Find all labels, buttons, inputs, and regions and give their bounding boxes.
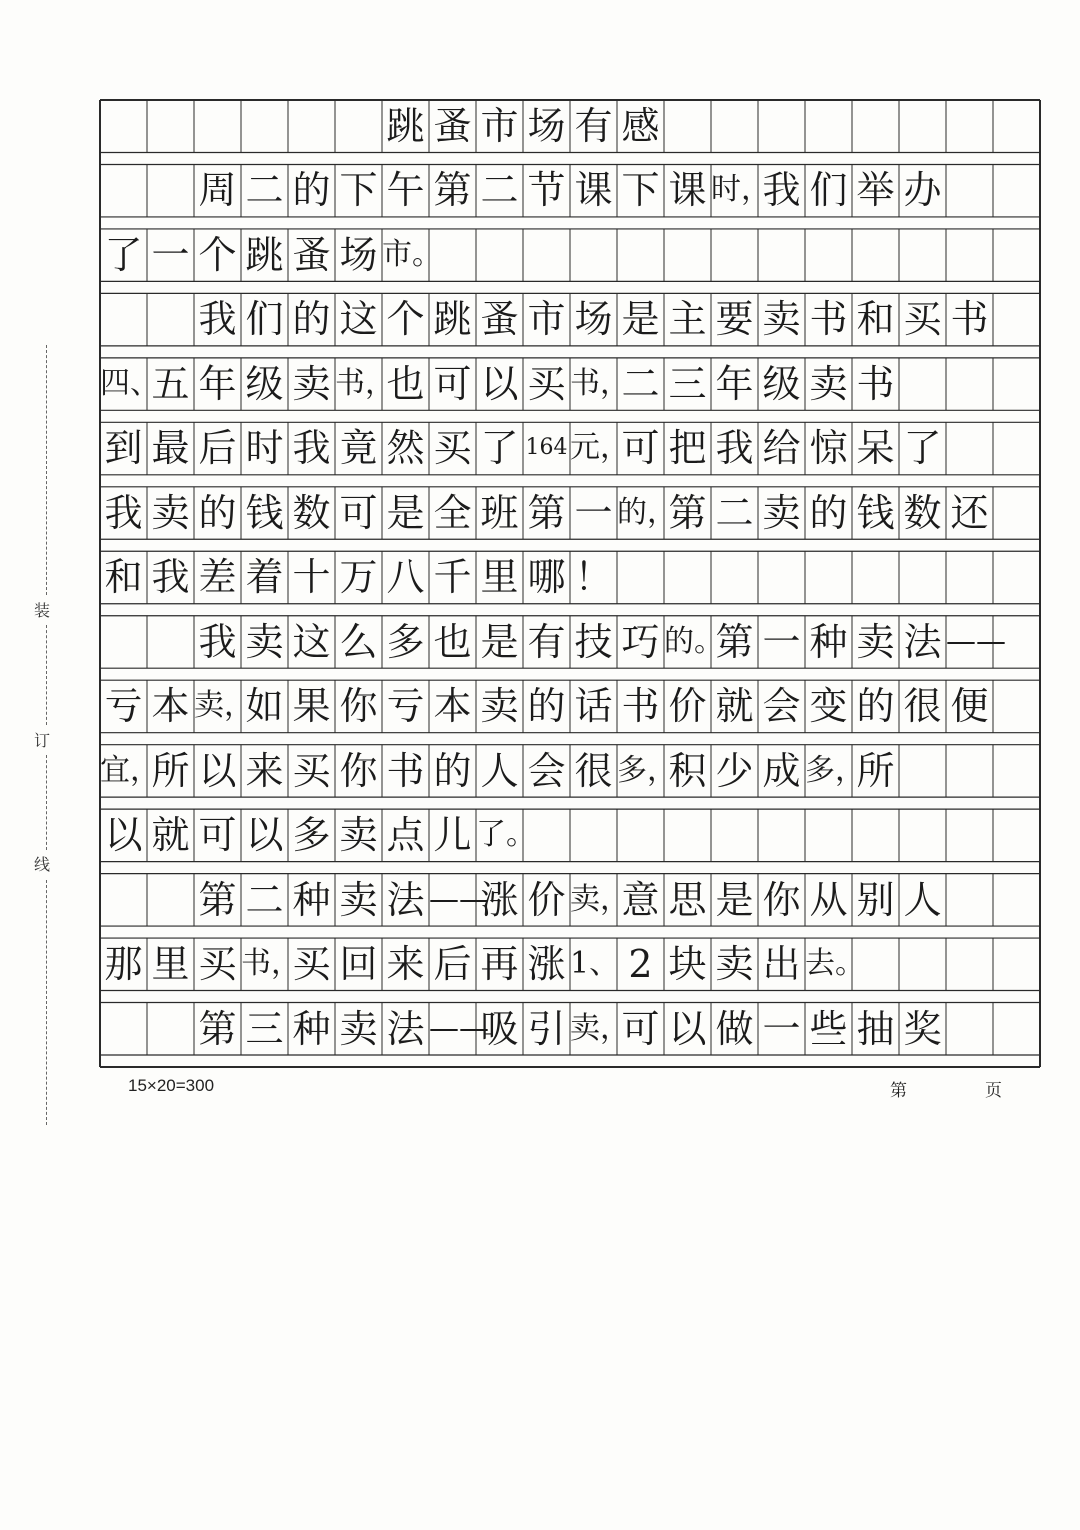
- essay-char: 卖，: [194, 688, 254, 724]
- essay-char: 买: [433, 426, 472, 471]
- essay-char: 还: [950, 490, 989, 535]
- essay-char: 买: [292, 748, 331, 793]
- essay-char: 我: [198, 619, 237, 664]
- essay-char: 书，: [335, 365, 395, 401]
- essay-char: 一: [151, 232, 190, 277]
- essay-char: 以: [668, 1006, 707, 1051]
- essay-char: 跳: [386, 104, 425, 148]
- essay-char: 价: [668, 684, 707, 729]
- essay-char: 就: [715, 684, 754, 729]
- binding-label-ding: 订: [34, 731, 51, 750]
- essay-char: 呆: [856, 426, 895, 471]
- essay-char: 了。: [476, 817, 536, 853]
- essay-char: 巧: [621, 619, 660, 664]
- essay-char: 吸: [480, 1006, 519, 1051]
- essay-char: 以: [198, 748, 237, 793]
- essay-char: 书: [950, 297, 989, 342]
- essay-char: 卖: [762, 490, 801, 535]
- essay-char: 我: [104, 490, 143, 535]
- essay-char: 如: [245, 684, 284, 729]
- essay-char: 全: [433, 490, 472, 535]
- essay-char: 种: [292, 1006, 331, 1051]
- essay-char: 数: [903, 490, 942, 535]
- essay-char: 些: [809, 1006, 848, 1051]
- essay-char: 卖: [339, 1006, 378, 1051]
- essay-char: 二: [715, 490, 754, 535]
- binding-dash-line: [46, 345, 47, 595]
- essay-char: 卖: [715, 942, 754, 987]
- essay-char: 后: [198, 426, 237, 471]
- essay-char: 多，: [805, 752, 865, 788]
- essay-char: 了: [104, 232, 143, 277]
- essay-char: 十: [292, 555, 331, 600]
- essay-char: 跳: [245, 232, 284, 277]
- essay-char: 做: [715, 1006, 754, 1051]
- essay-char: 下: [621, 168, 660, 213]
- essay-char: 积: [668, 748, 707, 793]
- essay-char: 千: [433, 555, 472, 600]
- essay-char: 那: [104, 942, 143, 987]
- essay-char: 人: [480, 748, 519, 793]
- essay-char: 书，: [241, 946, 301, 982]
- essay-char: 奖: [903, 1006, 942, 1051]
- essay-char: 这: [339, 297, 378, 342]
- essay-char: 第: [198, 877, 237, 922]
- essay-char: 第: [715, 619, 754, 664]
- essay-char: 卖: [292, 361, 331, 406]
- essay-char: 感: [621, 104, 660, 148]
- essay-char: 来: [245, 748, 284, 793]
- essay-char: 着: [245, 555, 284, 600]
- essay-char: 竟: [339, 426, 378, 471]
- essay-char: 卖: [809, 361, 848, 406]
- essay-char: 三: [245, 1006, 284, 1051]
- essay-char: 可: [198, 813, 237, 858]
- essay-char: 四、: [100, 365, 160, 401]
- essay-char: 的: [198, 490, 237, 535]
- essay-char: 到: [104, 426, 143, 471]
- essay-char: 的。: [664, 623, 724, 659]
- essay-char: 午: [386, 168, 425, 213]
- essay-char: 一: [762, 619, 801, 664]
- essay-char: 里: [151, 942, 190, 987]
- essay-char: 场: [527, 104, 566, 148]
- essay-char: 这: [292, 619, 331, 664]
- essay-char: 们: [809, 168, 848, 213]
- binding-label-zhuang: 装: [34, 601, 51, 620]
- essay-char: 所: [151, 748, 190, 793]
- essay-char: 八: [386, 555, 425, 600]
- essay-char: 本: [151, 684, 190, 729]
- essay-char: 场: [339, 232, 378, 277]
- essay-char: 我: [151, 555, 190, 600]
- essay-char: 买: [198, 942, 237, 987]
- essay-char: 班: [480, 490, 519, 535]
- essay-char: 周: [198, 168, 237, 213]
- essay-char: 了: [903, 426, 942, 471]
- essay-char: 二: [245, 877, 284, 922]
- essay-char: 再: [480, 942, 519, 987]
- essay-char: 是: [480, 619, 519, 664]
- essay-char: 办: [903, 168, 942, 213]
- essay-char: 第: [198, 1006, 237, 1051]
- essay-char: 万: [339, 555, 378, 600]
- essay-char: 法: [903, 619, 942, 664]
- essay-char: 可: [433, 361, 472, 406]
- essay-char: 儿: [433, 813, 472, 858]
- essay-char: 要: [715, 297, 754, 342]
- page-prefix-label: 第: [890, 1081, 907, 1100]
- essay-char: 很: [903, 684, 942, 729]
- essay-char: 节: [527, 168, 566, 213]
- essay-char: 然: [386, 426, 425, 471]
- page-suffix-label: 页: [985, 1081, 1002, 1100]
- essay-char: 买: [903, 297, 942, 342]
- essay-char: ！: [574, 555, 613, 600]
- essay-char: 涨: [480, 877, 519, 922]
- binding-label-xian: 线: [34, 855, 51, 874]
- essay-char: 你: [339, 684, 378, 729]
- essay-char: 卖: [762, 297, 801, 342]
- essay-char: 把: [668, 426, 707, 471]
- essay-char: 法: [386, 877, 425, 922]
- essay-char: 的: [292, 297, 331, 342]
- essay-char: 蚤: [433, 104, 472, 148]
- essay-char: 数: [292, 490, 331, 535]
- binding-dash-line: [46, 880, 47, 1125]
- essay-char: 有: [574, 104, 613, 148]
- essay-char: 你: [339, 748, 378, 793]
- essay-char: 卖: [151, 490, 190, 535]
- essay-char: 跳: [433, 297, 472, 342]
- essay-char: 出: [762, 942, 801, 987]
- essay-char: 会: [527, 748, 566, 793]
- essay-char: 市: [480, 104, 519, 148]
- essay-char: 三: [668, 361, 707, 406]
- essay-char: 多: [292, 813, 331, 858]
- essay-char: 思: [668, 877, 707, 922]
- essay-char: 我: [762, 168, 801, 213]
- essay-char: 涨: [527, 942, 566, 987]
- essay-char: 我: [292, 426, 331, 471]
- essay-char: 一: [762, 1006, 801, 1051]
- essay-char: 很: [574, 748, 613, 793]
- essay-char: 就: [151, 813, 190, 858]
- essay-char: 买: [292, 942, 331, 987]
- essay-char: 卖: [339, 813, 378, 858]
- essay-char: 元，: [570, 430, 630, 466]
- essay-char: 举: [856, 168, 895, 213]
- essay-char: 多: [386, 619, 425, 664]
- essay-char: 引: [527, 1006, 566, 1051]
- essay-char: 技: [574, 619, 613, 664]
- essay-char: 本: [433, 684, 472, 729]
- essay-char: 最: [151, 426, 190, 471]
- essay-char: 的: [292, 168, 331, 213]
- binding-dash-line: [46, 755, 47, 850]
- binding-dash-line: [46, 625, 47, 725]
- essay-char: 们: [245, 297, 284, 342]
- essay-char: 意: [621, 877, 660, 922]
- essay-char: 卖: [245, 619, 284, 664]
- essay-char: 买: [527, 361, 566, 406]
- essay-char: 可: [621, 1006, 660, 1051]
- essay-char: 少: [715, 748, 754, 793]
- essay-char: 法: [386, 1006, 425, 1051]
- essay-char: 第: [527, 490, 566, 535]
- essay-char: 我: [715, 426, 754, 471]
- essay-char: 的，: [617, 494, 677, 530]
- essay-char: 卖: [339, 877, 378, 922]
- essay-char: 的: [527, 684, 566, 729]
- essay-char: 抽: [856, 1006, 895, 1051]
- essay-char: 卖: [856, 619, 895, 664]
- essay-char: 也: [386, 361, 425, 406]
- essay-char: 可: [621, 426, 660, 471]
- essay-char: 1、: [570, 946, 620, 982]
- essay-char: 年: [715, 361, 754, 406]
- essay-char: 别: [856, 877, 895, 922]
- essay-char: 可: [339, 490, 378, 535]
- essay-char: 课: [668, 168, 707, 213]
- essay-char: 是: [386, 490, 425, 535]
- essay-char: 二: [245, 168, 284, 213]
- essay-char: 主: [668, 297, 707, 342]
- essay-char: 的: [809, 490, 848, 535]
- essay-char: 下: [339, 168, 378, 213]
- essay-char: 2: [628, 942, 653, 987]
- essay-char: 也: [433, 619, 472, 664]
- essay-char: 宜，: [100, 752, 160, 788]
- essay-char: 书，: [570, 365, 630, 401]
- essay-char: 卖: [480, 684, 519, 729]
- essay-char: 回: [339, 942, 378, 987]
- essay-char: 书: [621, 684, 660, 729]
- essay-char: 一: [574, 490, 613, 535]
- essay-char: 所: [856, 748, 895, 793]
- essay-char: 成: [762, 748, 801, 793]
- essay-char: 书: [809, 297, 848, 342]
- essay-char: ——: [429, 1010, 489, 1046]
- essay-char: 便: [950, 684, 989, 729]
- essay-char: 亏: [386, 684, 425, 729]
- essay-char: 164: [525, 435, 568, 461]
- essay-char: 从: [809, 877, 848, 922]
- essay-char: 点: [386, 813, 425, 858]
- essay-char: 来: [386, 942, 425, 987]
- essay-char: 多，: [617, 752, 677, 788]
- essay-char: 场: [574, 297, 613, 342]
- essay-char: 钱: [856, 490, 895, 535]
- essay-char: 是: [621, 297, 660, 342]
- essay-char: 有: [527, 619, 566, 664]
- essay-char: 和: [856, 297, 895, 342]
- essay-char: 个: [386, 297, 425, 342]
- essay-char: 市: [527, 297, 566, 342]
- essay-char: 种: [292, 877, 331, 922]
- essay-char: 块: [668, 942, 707, 987]
- essay-char: 是: [715, 877, 754, 922]
- essay-char: 会: [762, 684, 801, 729]
- essay-char: 差: [198, 555, 237, 600]
- essay-char: 书: [856, 361, 895, 406]
- essay-char: 卖，: [570, 881, 630, 917]
- essay-char: 以: [245, 813, 284, 858]
- essay-char: 个: [198, 232, 237, 277]
- essay-char: 卖，: [570, 1010, 630, 1046]
- essay-char: 的: [856, 684, 895, 729]
- essay-char: ——: [429, 881, 489, 917]
- essay-char: 后: [433, 942, 472, 987]
- essay-char: ——: [946, 623, 1006, 659]
- essay-char: 去。: [805, 946, 865, 982]
- essay-char: 级: [762, 361, 801, 406]
- essay-char: 给: [762, 426, 801, 471]
- essay-char: 人: [903, 877, 942, 922]
- essay-char: 我: [198, 297, 237, 342]
- essay-char: 蚤: [480, 297, 519, 342]
- essay-char: 惊: [809, 426, 848, 471]
- essay-char: 第: [668, 490, 707, 535]
- essay-char: 五: [151, 361, 190, 406]
- essay-char: 哪: [527, 555, 566, 600]
- essay-char: 果: [292, 684, 331, 729]
- essay-char: 时: [245, 426, 284, 471]
- essay-char: 么: [339, 619, 378, 664]
- essay-char: 第: [433, 168, 472, 213]
- essay-char: 你: [762, 877, 801, 922]
- essay-char: 和: [104, 555, 143, 600]
- essay-char: 价: [527, 877, 566, 922]
- essay-char: 书: [386, 748, 425, 793]
- essay-char: 时，: [711, 172, 771, 208]
- essay-char: 市。: [382, 236, 442, 272]
- essay-char: 种: [809, 619, 848, 664]
- essay-char: 二: [480, 168, 519, 213]
- essay-char: 钱: [245, 490, 284, 535]
- grid-spec-label: 15×20=300: [128, 1076, 215, 1095]
- essay-char: 课: [574, 168, 613, 213]
- essay-char: 蚤: [292, 232, 331, 277]
- essay-char: 以: [480, 361, 519, 406]
- essay-char: 变: [809, 684, 848, 729]
- essay-char: 里: [480, 555, 519, 600]
- essay-char: 亏: [104, 684, 143, 729]
- essay-char: 年: [198, 361, 237, 406]
- essay-char: 以: [104, 813, 143, 858]
- essay-char: 的: [433, 748, 472, 793]
- essay-char: 级: [245, 361, 284, 406]
- essay-char: 话: [574, 684, 613, 729]
- essay-char: 了: [480, 426, 519, 471]
- essay-char: 二: [621, 361, 660, 406]
